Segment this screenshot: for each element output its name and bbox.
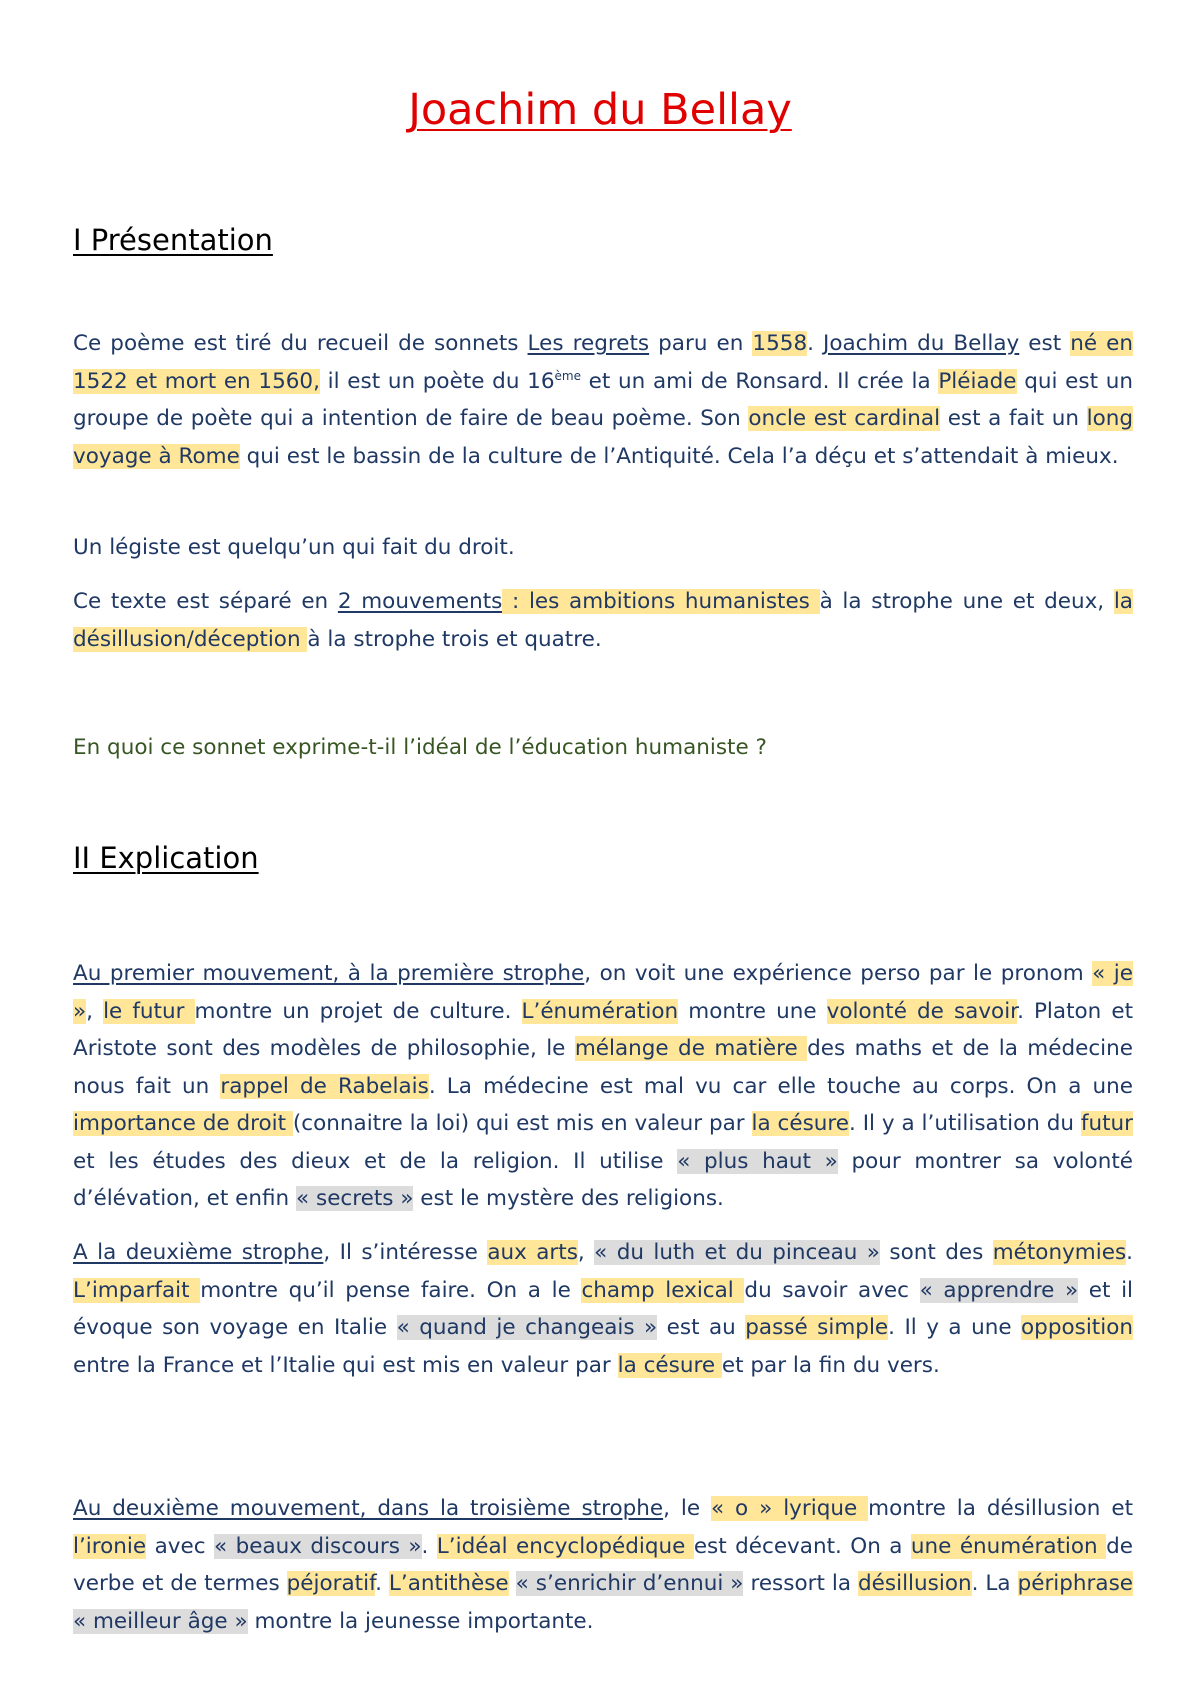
highlighted-term: l’ironie (73, 1533, 147, 1559)
text-run: et par la fin du vers. (721, 1352, 940, 1378)
text-run: , (86, 998, 104, 1024)
section-heading-presentation: I Présentation (73, 223, 273, 257)
text-run: et les études des dieux et de la religion. Il utilise (73, 1148, 678, 1174)
highlighted-term: la désillusion/déception (73, 589, 1133, 652)
quoted-citation: « s’enrichir d’ennui » (515, 1571, 744, 1596)
quoted-citation: « meilleur âge » (73, 1608, 248, 1634)
text-run: , le (663, 1496, 711, 1521)
highlighted-term: 1558 (752, 331, 808, 356)
highlighted-term: passé simple (745, 1315, 889, 1340)
highlighted-term: la césure (617, 1352, 722, 1378)
paragraph-first-stanza (73, 955, 1133, 1218)
text-run: est au (657, 1315, 746, 1340)
text-run: (connaitre la loi) qui est mis en valeur par (292, 1111, 752, 1136)
text-run: montre la jeunesse importante. (247, 1608, 594, 1634)
text-run: entre la France et l’Italie qui est mis en valeur par (73, 1352, 618, 1378)
highlighted-term: le futur (103, 998, 195, 1024)
underlined-text: Joachim du Bellay (823, 331, 1020, 356)
highlighted-term: L’imparfait (73, 1277, 201, 1303)
text-run: , on voit une expérience perso par le pronom (584, 961, 1093, 986)
text-run: paru en (649, 331, 753, 356)
text-run: . Platon et Aristote sont des modèles de philosophie, le (73, 998, 1134, 1061)
text-run: et un ami de Ronsard. Il crée la (580, 368, 939, 394)
text-run: , (577, 1240, 595, 1265)
paragraph-presentation-intro (73, 325, 1133, 475)
quoted-citation: « apprendre » (919, 1277, 1079, 1303)
highlighted-term: long voyage à Rome (73, 406, 1134, 469)
text-run: . Il y a une (888, 1315, 1022, 1340)
text-run: Ce poème est tiré du recueil de sonnets (73, 331, 528, 356)
text-run: est le mystère des religions. (413, 1186, 724, 1211)
text-run: . La (971, 1571, 1018, 1596)
paragraph-legiste (73, 529, 1133, 567)
text-run: . La médecine est mal vu car elle touche au corps. On a une (428, 1073, 1133, 1099)
text-run: . (375, 1571, 389, 1596)
highlighted-term: L’idéal encyclopédique (436, 1533, 694, 1559)
text-run: . Il y a l’utilisation du (849, 1111, 1081, 1136)
text-run: il est un poète du 16 (319, 368, 555, 394)
text-run: . (807, 331, 824, 356)
text-run: , Il s’intéresse (323, 1240, 488, 1265)
text-run: de verbe et de termes (73, 1533, 1133, 1596)
text-run: montre un projet de culture. (194, 998, 522, 1024)
text-run: montre une (678, 998, 827, 1024)
text-run: à la strophe une et deux, (819, 589, 1114, 614)
quoted-citation: « plus haut » (677, 1148, 838, 1174)
text-run: montre la désillusion et (868, 1496, 1134, 1521)
highlighted-term: une énumération (910, 1533, 1107, 1559)
highlighted-term: L’antithèse (388, 1571, 509, 1596)
text-run: qui est le bassin de la culture de l’Antiquité. Cela l’a déçu et s’attendait à mieux. (239, 443, 1119, 469)
underlined-text: 2 mouvements (337, 589, 503, 614)
highlighted-term: : les ambitions humanistes (502, 589, 820, 614)
text-run: sont des (879, 1240, 993, 1265)
highlighted-term: « je » (73, 961, 1133, 1024)
paragraph-third-stanza (73, 1490, 1133, 1640)
highlighted-term: « o » lyrique (710, 1496, 869, 1521)
highlighted-term: L’énumération (521, 998, 679, 1024)
underlined-text: Au deuxième mouvement, dans la troisième strophe (73, 1496, 664, 1521)
highlighted-term: opposition (1021, 1315, 1133, 1340)
paragraph-mouvements (73, 583, 1133, 658)
text-run: pour montrer sa volonté d’élévation, et enfin (73, 1148, 1133, 1211)
highlighted-term: désillusion (858, 1571, 972, 1596)
text-run: Un légiste est quelqu’un qui fait du droit. (73, 535, 515, 560)
text-run: est a fait un (940, 406, 1087, 431)
quoted-citation: « quand je changeais » (396, 1315, 658, 1340)
highlighted-term: né en 1522 et mort en 1560, (73, 331, 1133, 394)
text-run: à la strophe trois et quatre. (307, 626, 602, 652)
highlighted-term: mélange de matière (574, 1036, 808, 1061)
text-run: montre qu’il pense faire. On a le (200, 1277, 582, 1303)
text-run: est décevant. On a (693, 1533, 911, 1559)
text-run: . (421, 1533, 437, 1559)
text-run: ressort la (743, 1571, 859, 1596)
highlighted-term: volonté de savoir (826, 998, 1018, 1024)
highlighted-term: Pléiade (938, 368, 1017, 394)
highlighted-term: rappel de Rabelais (220, 1073, 429, 1099)
underlined-text: Au premier mouvement, à la première strophe (73, 961, 585, 986)
highlighted-term: métonymies (992, 1240, 1127, 1265)
highlighted-term: aux arts (487, 1240, 578, 1265)
highlighted-term: péjoratif (286, 1571, 376, 1596)
text-run: est (1019, 331, 1071, 356)
text-run: avec (146, 1533, 214, 1559)
highlighted-term: champ lexical (581, 1277, 745, 1303)
highlighted-term: importance de droit (73, 1111, 293, 1136)
highlighted-term: la césure (751, 1111, 849, 1136)
quoted-citation: « secrets » (296, 1186, 414, 1211)
section-heading-explication: II Explication (73, 841, 259, 875)
text-run: Ce texte est séparé en (73, 589, 338, 614)
highlighted-term: oncle est cardinal (748, 406, 941, 431)
text-run: des maths et de la médecine nous fait un (73, 1036, 1133, 1099)
text-run (509, 1571, 516, 1596)
document-title: Joachim du Bellay (408, 85, 792, 135)
highlighted-term: futur (1080, 1111, 1133, 1136)
superscript: ème (554, 368, 581, 383)
underlined-text: A la deuxième strophe (73, 1240, 324, 1265)
quoted-citation: « beaux discours » (213, 1533, 422, 1559)
quoted-citation: « du luth et du pinceau » (594, 1240, 880, 1265)
underlined-text: Les regrets (527, 331, 650, 356)
paragraph-second-stanza (73, 1234, 1133, 1384)
text-run: . (1126, 1240, 1133, 1265)
text-run: qui est un groupe de poète qui a intention de faire de beau poème. Son (73, 368, 1133, 431)
highlighted-term: périphrase (1017, 1571, 1133, 1596)
text-run: et il évoque son voyage en Italie (73, 1277, 1134, 1340)
text-run: du savoir avec (744, 1277, 920, 1303)
problematique-question: En quoi ce sonnet exprime-t-il l’idéal de l’éducation humaniste ? (73, 735, 767, 760)
